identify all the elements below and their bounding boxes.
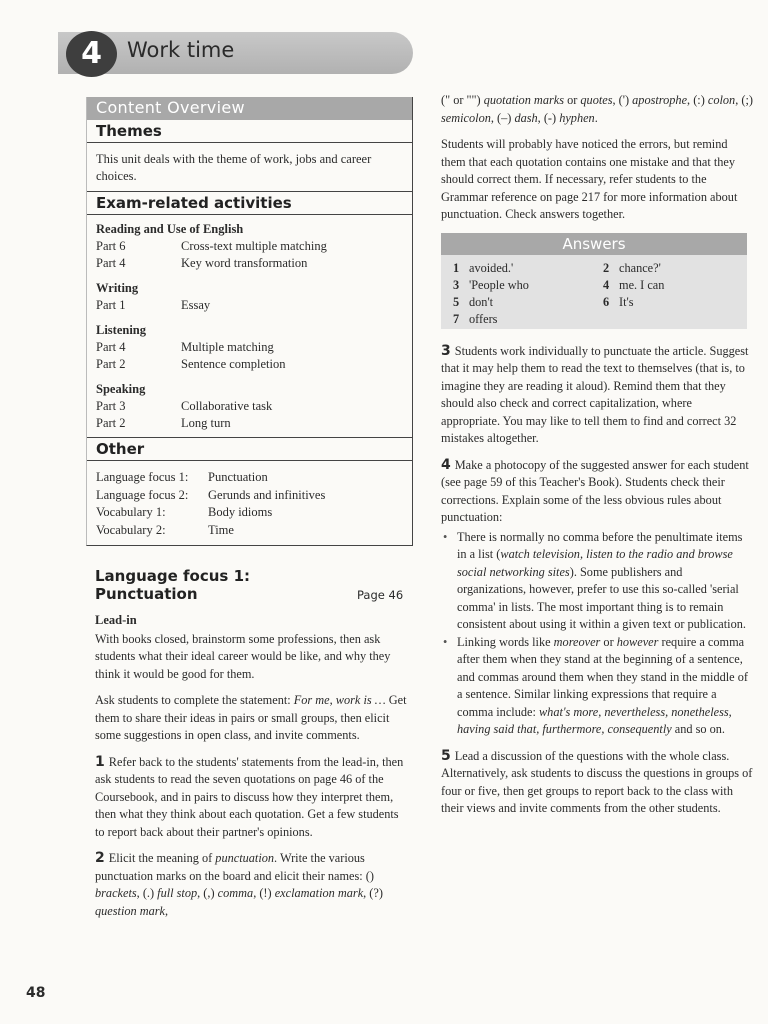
answer-item bbox=[603, 294, 753, 311]
text-run: ). Some publishers and organizations, however, prefer to use this so-called 'serial comma' in lists. The most important thing is to remain consistent about using it within a given text or publication. bbox=[457, 564, 746, 631]
part-label: Part 6 bbox=[96, 239, 126, 253]
text-run: Linking words like bbox=[457, 634, 554, 649]
answers-box bbox=[441, 233, 747, 329]
themes-text: This unit deals with the theme of work, jobs and career choices. bbox=[96, 152, 372, 183]
step-3-paragraph bbox=[441, 343, 753, 448]
italic-run: watch television, listen to the radio and browse social networking sites bbox=[457, 547, 733, 579]
text-run: Get them to share their ideas in pairs or small groups, then elicit some suggestions in open class, and invite comments. bbox=[95, 693, 407, 742]
text-run: , (.) bbox=[136, 886, 158, 900]
answer-number: 7 bbox=[453, 311, 460, 326]
other-list bbox=[87, 461, 412, 539]
italic-run: For me, work is … bbox=[293, 693, 386, 707]
right-column bbox=[441, 92, 753, 827]
answer-item bbox=[453, 311, 603, 328]
leadin-heading: Lead-in bbox=[95, 613, 137, 627]
activity-row bbox=[96, 415, 412, 432]
italic-run: exclamation mark bbox=[274, 886, 364, 900]
other-row bbox=[96, 522, 412, 540]
italic-run: question mark bbox=[95, 903, 166, 918]
italic-run: hyphen bbox=[559, 110, 595, 125]
text-run: (" or "") bbox=[441, 93, 484, 107]
exam-activities-heading: Exam-related activities bbox=[87, 191, 412, 215]
step-number: 4 bbox=[441, 456, 451, 473]
text-run: Make a photocopy of the suggested answer for each student (see page 59 of this Teacher's Book). Students check their corrections. Explain some of the less obvious rules about punctuation: bbox=[441, 457, 749, 524]
other-heading: Other bbox=[87, 437, 412, 461]
leadin-paragraph: With books closed, brainstorm some professions, then ask students what their ideal career would be like, and why they think it would be good for them. bbox=[95, 631, 391, 681]
part-label: Part 1 bbox=[96, 298, 126, 312]
other-row bbox=[96, 487, 412, 505]
other-label: Language focus 1: bbox=[96, 470, 189, 484]
part-label: Part 4 bbox=[96, 340, 126, 354]
unit-title: Work time bbox=[127, 38, 235, 62]
answer-item bbox=[453, 260, 603, 277]
answer-item bbox=[453, 294, 603, 311]
task-label: Key word transformation bbox=[181, 256, 308, 270]
text-run: , (–) bbox=[490, 110, 515, 125]
task-label: Long turn bbox=[181, 416, 231, 430]
activity-row bbox=[96, 238, 412, 255]
other-label: Vocabulary 2: bbox=[96, 522, 166, 537]
answer-text: don't bbox=[469, 294, 494, 309]
themes-heading: Themes bbox=[87, 120, 412, 143]
page-reference: Page 46 bbox=[357, 588, 404, 602]
italic-run: however bbox=[616, 634, 659, 649]
activity-group bbox=[87, 215, 412, 272]
text-run: , (;) bbox=[735, 93, 753, 107]
text-run: or bbox=[600, 634, 617, 649]
section-title-line: Punctuation bbox=[95, 585, 198, 603]
answer-text: avoided.' bbox=[469, 260, 514, 275]
answers-header: Answers bbox=[441, 233, 747, 255]
text-run: . Write the various punctuation marks on the board and elicit their names: () bbox=[95, 851, 374, 883]
activity-group bbox=[87, 272, 412, 314]
step-number: 1 bbox=[95, 753, 105, 770]
step-4-paragraph bbox=[441, 457, 753, 527]
italic-run: what's more, nevertheless, nonetheless, having said that, furthermore, consequently bbox=[457, 704, 732, 736]
text-run: , (?) bbox=[363, 886, 383, 900]
italic-run: colon bbox=[707, 93, 736, 107]
part-label: Part 2 bbox=[96, 416, 126, 430]
answer-number: 3 bbox=[453, 277, 460, 292]
answer-number: 6 bbox=[603, 294, 610, 309]
activity-group bbox=[87, 373, 412, 437]
other-value: Punctuation bbox=[208, 470, 268, 484]
answer-item bbox=[453, 277, 603, 294]
part-label: Part 4 bbox=[96, 256, 126, 270]
step-1-paragraph bbox=[95, 754, 407, 842]
step-number: 2 bbox=[95, 850, 105, 866]
text-run: and so on. bbox=[671, 722, 726, 736]
text-run: , (:) bbox=[687, 93, 708, 107]
task-label: Collaborative task bbox=[181, 399, 273, 413]
part-label: Part 2 bbox=[96, 357, 126, 371]
italic-run: full stop bbox=[157, 886, 198, 900]
other-label: Language focus 2: bbox=[96, 487, 189, 502]
rule-bullet bbox=[457, 529, 753, 634]
activity-row bbox=[96, 255, 412, 272]
italic-run: semicolon bbox=[441, 110, 491, 125]
task-label: Sentence completion bbox=[181, 357, 286, 371]
answer-item bbox=[603, 277, 753, 294]
step-2-paragraph bbox=[95, 850, 407, 920]
activity-group-title: Listening bbox=[96, 323, 147, 337]
answer-number: 2 bbox=[603, 260, 610, 275]
answer-number: 1 bbox=[453, 260, 460, 275]
italic-run: brackets bbox=[95, 886, 137, 900]
text-run: Students work individually to punctuate the article. Suggest that it may help them to read the text to themselves (that is, to imagine they are reading it aloud). Remind them that they should also check and correct capitalization, where appropriate. You may like to tell them to find and correct 32 mistakes altogether. bbox=[441, 343, 749, 445]
answer-text: It's bbox=[619, 294, 634, 309]
task-label: Multiple matching bbox=[181, 340, 274, 354]
text-run: . bbox=[594, 110, 598, 125]
task-label: Essay bbox=[181, 298, 211, 312]
italic-run: comma bbox=[217, 886, 254, 900]
answer-number: 4 bbox=[603, 277, 610, 292]
content-overview-header: Content Overview bbox=[87, 97, 412, 120]
text-run: Ask students to complete the statement: bbox=[95, 693, 294, 707]
italic-run: apostrophe bbox=[632, 93, 688, 107]
other-value: Body idioms bbox=[208, 505, 273, 519]
answer-item bbox=[603, 260, 753, 277]
other-row bbox=[96, 469, 412, 487]
punctuation-list-paragraph bbox=[441, 92, 753, 127]
other-value: Time bbox=[208, 522, 234, 537]
part-label: Part 3 bbox=[96, 399, 126, 413]
italic-run: punctuation bbox=[215, 851, 275, 865]
text-run: require a comma after them when they stand at the beginning of a sentence, and commas around them when they stand in the middle of a sentence. Similar linking expressions that require a comma include: bbox=[457, 634, 748, 719]
text-run: Lead a discussion of the questions with the whole class. Alternatively, ask students to discuss the questions in groups of four or five, then get groups to report back to the class with their views and invite comments from the other students. bbox=[441, 748, 753, 815]
activity-row bbox=[96, 297, 412, 314]
section-title bbox=[95, 567, 250, 603]
left-column bbox=[95, 612, 407, 929]
text-run: , bbox=[165, 903, 169, 918]
answers-grid bbox=[441, 255, 747, 328]
text-run: , (') bbox=[612, 93, 633, 107]
activity-group-title: Speaking bbox=[96, 382, 146, 396]
italic-run: quotation marks bbox=[483, 93, 564, 107]
activity-row bbox=[96, 398, 412, 415]
italic-run: moreover bbox=[553, 634, 601, 649]
answer-text: me. I can bbox=[619, 277, 665, 292]
punctuation-rules-list bbox=[441, 529, 753, 739]
task-label: Cross-text multiple matching bbox=[181, 239, 327, 253]
italic-run: dash bbox=[514, 110, 538, 125]
other-label: Vocabulary 1: bbox=[96, 505, 166, 519]
leadin-paragraph-2 bbox=[95, 692, 407, 745]
answer-text: offers bbox=[469, 311, 498, 326]
text-run: , (!) bbox=[253, 886, 275, 900]
answer-number: 5 bbox=[453, 294, 460, 309]
unit-number-badge: 4 bbox=[66, 31, 117, 77]
step-5-paragraph bbox=[441, 748, 753, 818]
rule-bullet bbox=[457, 634, 753, 739]
activity-group-title: Writing bbox=[96, 281, 139, 295]
italic-run: quotes bbox=[580, 93, 613, 107]
activity-row bbox=[96, 339, 412, 356]
text-run: , (-) bbox=[537, 110, 560, 125]
step-number: 3 bbox=[441, 342, 451, 359]
text-run: Refer back to the students' statements from the lead-in, then ask students to read the seven quotations on page 46 of the Coursebook, and in pairs to discuss how they interpret them, then what they think about each quotation. Get a few students to report back about their partner's opinions. bbox=[95, 754, 404, 839]
other-value: Gerunds and infinitives bbox=[208, 487, 326, 502]
answer-text: chance?' bbox=[619, 260, 661, 275]
step-number: 5 bbox=[441, 747, 451, 764]
activity-group bbox=[87, 314, 412, 373]
answer-text: 'People who bbox=[469, 277, 529, 292]
activity-group-title: Reading and Use of English bbox=[96, 222, 244, 236]
section-title-line: Language focus 1: bbox=[95, 567, 251, 585]
text-run: or bbox=[564, 93, 581, 107]
errors-paragraph: Students will probably have noticed the errors, but remind them that each quotation contains one mistake and that they should correct them. If necessary, refer students to the Grammar reference on page 217 for more information about punctuation. Check answers together. bbox=[441, 137, 738, 221]
other-row bbox=[96, 504, 412, 522]
text-run: Elicit the meaning of bbox=[108, 851, 216, 865]
page-number: 48 bbox=[26, 985, 46, 1001]
text-run: There is normally no comma before the penultimate items in a list ( bbox=[457, 529, 743, 561]
activity-row bbox=[96, 356, 412, 373]
content-overview-box bbox=[86, 97, 413, 546]
text-run: , (,) bbox=[197, 886, 218, 900]
